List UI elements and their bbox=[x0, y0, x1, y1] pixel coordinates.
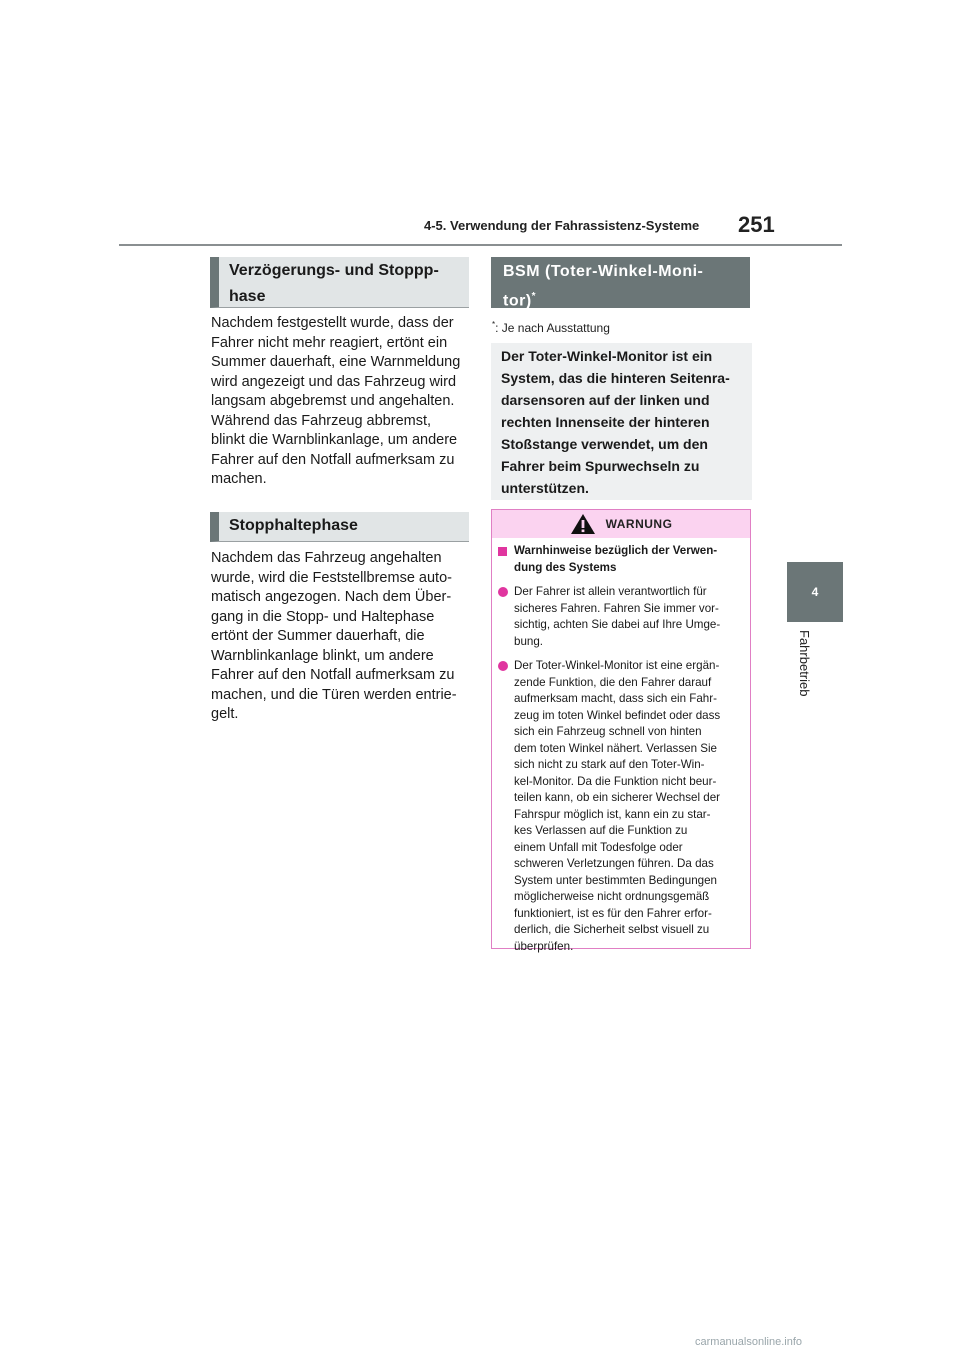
text-line: Während das Fahrzeug abbremst, bbox=[211, 412, 432, 429]
text-line: dem toten Winkel nähert. Verlassen Sie bbox=[514, 741, 717, 755]
footnote bbox=[492, 320, 610, 335]
text-line: rechten Innenseite der hinteren bbox=[501, 414, 710, 430]
text-line: Fahrer auf den Notfall aufmerksam zu bbox=[211, 451, 455, 468]
text-line: überprüfen. bbox=[514, 939, 574, 953]
text-line: Der Toter-Winkel-Monitor ist ein bbox=[501, 348, 713, 364]
text-line: langsam abgebremst und angehalten. bbox=[211, 393, 455, 409]
text-line: machen, und die Türen werden entrie- bbox=[211, 686, 457, 703]
watermark: carmanualsonline.info bbox=[695, 1336, 803, 1348]
text-line: bung. bbox=[514, 634, 544, 648]
text-line: schweren Verletzungen führen. Da das bbox=[514, 857, 714, 870]
warning-box bbox=[491, 509, 751, 953]
text-line: sichtig, achten Sie dabei auf Ihre Umge- bbox=[514, 618, 721, 631]
round-bullet-icon bbox=[498, 658, 514, 677]
text-line: Warnblinkanlage blinkt, um andere bbox=[211, 647, 434, 664]
text-line: dung des Systems bbox=[514, 560, 617, 574]
footnote-marker: * bbox=[492, 320, 496, 329]
text-line: ertönt der Summer dauerhaft, die bbox=[211, 628, 425, 644]
text-line: System, das die hinteren Seitenra- bbox=[501, 370, 730, 386]
text-line: Summer dauerhaft, eine Warnmeldung bbox=[211, 354, 461, 370]
intro-box bbox=[491, 343, 752, 500]
text-line: aufmerksam macht, dass sich ein Fahr- bbox=[514, 692, 717, 705]
text-line: Fahrer auf den Notfall aufmerksam zu bbox=[211, 667, 455, 683]
heading-line: tor)* bbox=[503, 291, 537, 310]
text-line: blinkt die Warnblinkanlage, um andere bbox=[211, 432, 458, 448]
text-line: Warnhinweise bezüglich der Verwen- bbox=[514, 544, 718, 557]
text-line: zende Funktion, die den Fahrer darauf bbox=[514, 675, 712, 689]
text-line: matisch angezogen. Nach dem Über- bbox=[211, 589, 452, 605]
warning-body bbox=[492, 538, 750, 955]
text-line: möglicherweise nicht ordnungsgemäß bbox=[514, 890, 710, 903]
text-line: funktioniert, ist es für den Fahrer erfor- bbox=[514, 906, 712, 920]
text-line: unterstützen. bbox=[501, 480, 589, 496]
warning-triangle-icon bbox=[570, 513, 596, 535]
footnote-text: : Je nach Ausstattung bbox=[495, 321, 610, 335]
text-line: sich nicht zu stark auf den Toter-Win- bbox=[514, 758, 705, 771]
heading-bsm bbox=[491, 257, 750, 308]
text-line: Der Toter-Winkel-Monitor ist eine ergän- bbox=[514, 659, 720, 672]
text-line: Fahrer nicht mehr reagiert, ertönt ein bbox=[211, 334, 448, 351]
warning-item bbox=[498, 658, 742, 955]
text-line: kes Verlassen auf die Funktion zu bbox=[514, 824, 688, 837]
warning-title: WARNUNG bbox=[605, 517, 673, 531]
round-bullet-icon bbox=[498, 584, 514, 603]
paragraph-stop-hold bbox=[211, 549, 467, 725]
text-line: kel-Monitor. Da die Funktion nicht beur- bbox=[514, 774, 717, 788]
text-line: darsensoren auf der linken und bbox=[501, 392, 710, 408]
text-line: Fahrspur möglich ist, kann ein zu star- bbox=[514, 807, 711, 821]
heading-deceleration-stop-phase bbox=[210, 257, 469, 308]
heading-line: Verzögerungs- und Stoppp- bbox=[229, 262, 439, 279]
header-rule bbox=[119, 244, 842, 246]
text-line: sich ein Fahrzeug schnell von hinten bbox=[514, 725, 702, 738]
header-section-title: 4-5. Verwendung der Fahrassistenz-Systeme bbox=[424, 218, 700, 233]
chapter-number: 4 bbox=[811, 585, 819, 599]
heading-stop-hold-phase: Stopphaltephase bbox=[210, 512, 469, 542]
warning-item bbox=[498, 584, 742, 650]
paragraph-deceleration bbox=[211, 314, 467, 490]
text-line: Nachdem festgestellt wurde, dass der bbox=[211, 315, 454, 331]
text-line: wird angezeigt und das Fahrzeug wird bbox=[211, 373, 457, 390]
text-line: wurde, wird die Feststellbremse auto- bbox=[211, 569, 452, 586]
text-line: teilen kann, ob ein sicherer Wechsel der bbox=[514, 791, 721, 804]
text-line: zeug im toten Winkel befindet oder dass bbox=[514, 708, 721, 722]
heading-line: BSM (Toter-Winkel-Moni- bbox=[503, 263, 704, 280]
text-line: sicheres Fahren. Fahren Sie immer vor- bbox=[514, 601, 719, 615]
warning-header bbox=[492, 510, 750, 538]
heading-line: hase bbox=[229, 288, 266, 305]
chapter-tab bbox=[787, 562, 843, 622]
chapter-label: Fahrbetrieb bbox=[797, 630, 812, 697]
square-bullet-icon bbox=[498, 543, 514, 562]
chapter-label-container bbox=[798, 630, 814, 710]
text-line: derlich, die Sicherheit selbst visuell zu bbox=[514, 923, 710, 936]
warning-subheading bbox=[498, 543, 742, 576]
text-line: Fahrer beim Spurwechseln zu bbox=[501, 458, 700, 474]
text-line: gang in die Stopp- und Haltephase bbox=[211, 608, 435, 625]
text-line: machen. bbox=[211, 471, 267, 487]
footnote-marker: * bbox=[531, 291, 537, 302]
page-number: 251 bbox=[738, 212, 775, 237]
text-line: Stoßstange verwendet, um den bbox=[501, 436, 708, 452]
text-line: gelt. bbox=[211, 706, 239, 722]
text-line: System unter bestimmten Bedingungen bbox=[514, 873, 718, 887]
text-line: Der Fahrer ist allein verantwortlich für bbox=[514, 585, 707, 598]
text-line: einem Unfall mit Todesfolge oder bbox=[514, 840, 683, 854]
text-line: Nachdem das Fahrzeug angehalten bbox=[211, 550, 442, 566]
